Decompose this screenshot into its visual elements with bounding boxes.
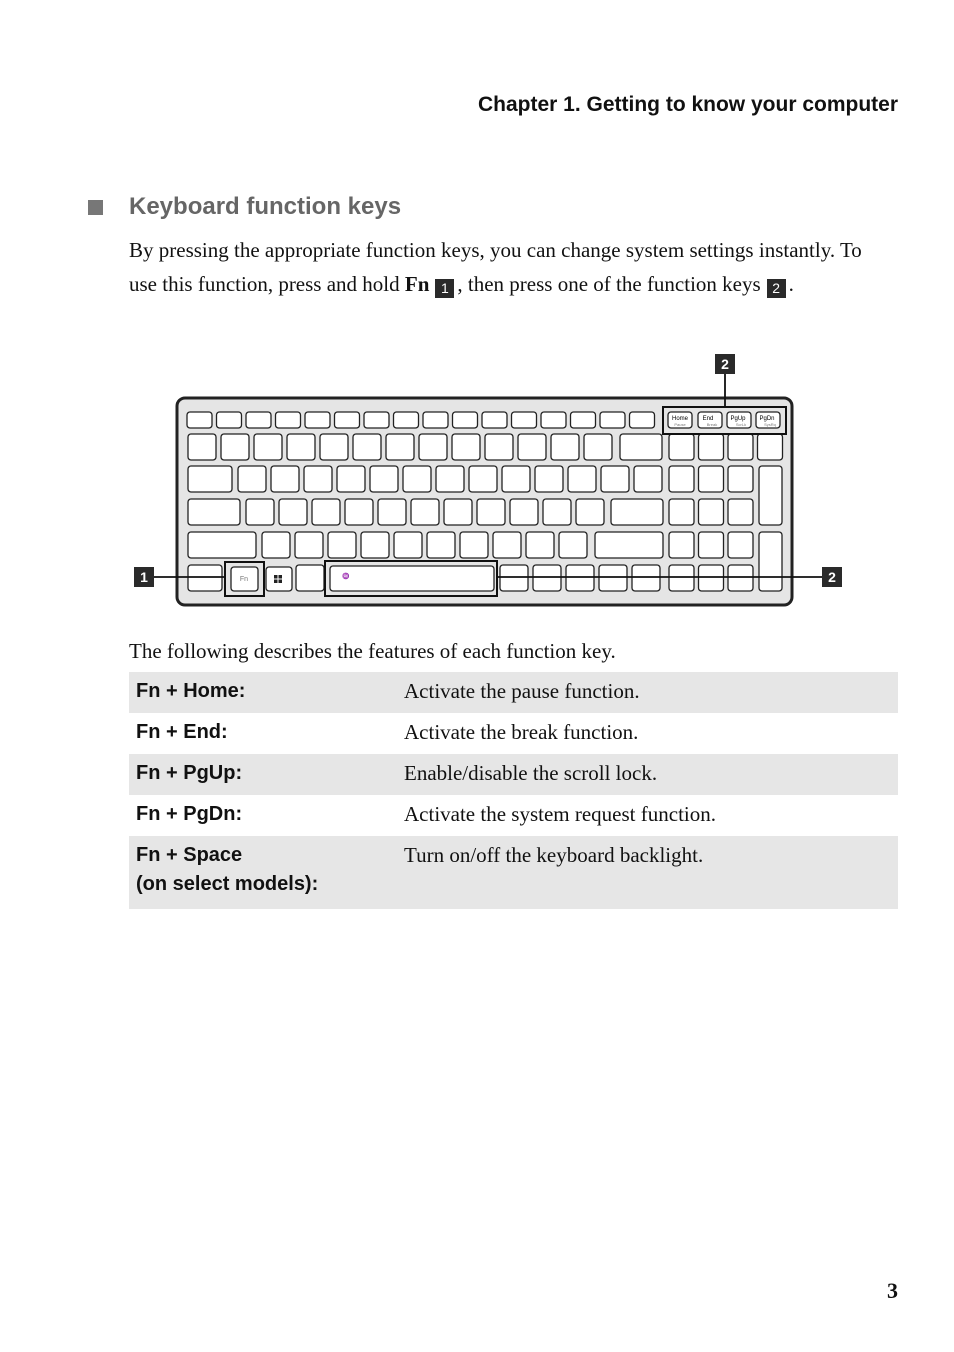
key-home-label: Home — [671, 416, 689, 422]
keyboard-key — [669, 466, 694, 492]
section-heading — [88, 193, 401, 221]
keyboard-key — [187, 412, 212, 428]
keyboard-key — [510, 499, 538, 525]
svg-text:1: 1 — [140, 569, 148, 585]
keyboard-key — [295, 532, 323, 558]
callout-left-1 — [134, 567, 154, 587]
key-pgdn-label: PgDn — [759, 416, 775, 422]
intro-text-2: , then press one of the function keys — [457, 272, 761, 296]
function-key-table — [129, 672, 898, 909]
keyboard-key — [669, 565, 694, 591]
keyboard-key — [543, 499, 571, 525]
keyboard-key — [728, 434, 753, 460]
keyboard-key — [460, 532, 488, 558]
keyboard-key — [427, 532, 455, 558]
keyboard-key — [551, 434, 579, 460]
keyboard-key — [669, 532, 694, 558]
keyboard-key — [759, 466, 782, 525]
keyboard-key — [370, 466, 398, 492]
keyboard-key — [188, 532, 256, 558]
keyboard-key — [364, 412, 389, 428]
keyboard-key — [728, 565, 753, 591]
backlight-icon: ♒ — [342, 574, 350, 580]
keyboard-key — [535, 466, 563, 492]
keyboard-key — [436, 466, 464, 492]
function-key-description: Activate the system request function. — [404, 802, 716, 826]
keyboard-key — [759, 532, 782, 591]
keyboard-key — [482, 412, 507, 428]
key-windows — [266, 567, 292, 591]
intro-paragraph — [129, 233, 889, 301]
keyboard-key — [419, 434, 447, 460]
keyboard-illustration — [130, 350, 850, 612]
callout-marker-1: 1 — [435, 279, 454, 298]
key-pgdn — [756, 412, 780, 428]
keyboard-key — [296, 565, 324, 591]
table-row — [129, 713, 898, 754]
intro-text-1: By pressing the appropriate function keys, you can change system settings instantly. To use this function, press and hold — [129, 238, 862, 296]
function-key-name-line2: (on select models): — [136, 873, 319, 895]
function-key-name: Fn + End: — [136, 721, 228, 743]
chapter-header: Chapter 1. Getting to know your computer — [477, 93, 898, 116]
keyboard-key — [485, 434, 513, 460]
keyboard-key — [559, 532, 587, 558]
keyboard-key — [728, 532, 753, 558]
callout-right-2 — [822, 567, 842, 587]
key-pgup-label: PgUp — [730, 416, 746, 422]
keyboard-key — [533, 565, 561, 591]
keyboard-key — [217, 412, 242, 428]
keyboard-key — [452, 434, 480, 460]
keyboard-key — [699, 532, 724, 558]
keyboard-key — [403, 466, 431, 492]
keyboard-key — [568, 466, 596, 492]
svg-text:2: 2 — [721, 356, 729, 372]
keyboard-key — [634, 466, 662, 492]
intro-text-3: . — [788, 272, 794, 296]
table-intro: The following describes the features of each function key. — [129, 639, 616, 663]
keyboard-key — [728, 466, 753, 492]
keyboard-key — [188, 466, 232, 492]
keyboard-key — [335, 412, 360, 428]
keyboard-key — [600, 412, 625, 428]
key-sysrq-label: SysRq — [764, 422, 776, 427]
keyboard-key — [512, 412, 537, 428]
keyboard-key — [328, 532, 356, 558]
keyboard-key — [345, 499, 373, 525]
svg-text:2: 2 — [828, 569, 836, 585]
keyboard-key — [669, 499, 694, 525]
key-scrlk-label: ScrLk — [735, 422, 747, 427]
keyboard-key — [453, 412, 478, 428]
keyboard-key — [493, 532, 521, 558]
keyboard-key — [611, 499, 663, 525]
keyboard-key — [304, 466, 332, 492]
keyboard-key — [502, 466, 530, 492]
keyboard-key — [276, 412, 301, 428]
keyboard-key — [526, 532, 554, 558]
function-key-name: Fn + PgDn: — [136, 803, 243, 825]
callout-top-2 — [715, 354, 735, 374]
keyboard-key — [305, 412, 330, 428]
key-pause-label: Pause — [674, 422, 686, 427]
keyboard-key — [584, 434, 612, 460]
keyboard-key — [630, 412, 655, 428]
key-home — [668, 412, 692, 428]
keyboard-key — [394, 412, 419, 428]
function-key-name: Fn + PgUp: — [129, 754, 397, 795]
fn-key-name: Fn — [404, 272, 430, 296]
keyboard-key — [469, 466, 497, 492]
keyboard-key — [444, 499, 472, 525]
table-row — [129, 672, 898, 713]
function-key-name: Fn + Home: — [129, 672, 397, 713]
table-row — [129, 754, 898, 795]
keyboard-key — [279, 499, 307, 525]
function-key-description: Activate the break function. — [404, 720, 639, 744]
table-row — [129, 795, 898, 836]
keyboard-key — [571, 412, 596, 428]
function-key-name — [129, 836, 397, 909]
keyboard-key — [699, 499, 724, 525]
keyboard-key — [246, 499, 274, 525]
keyboard-key — [620, 434, 662, 460]
function-key-description: Activate the pause function. — [397, 672, 898, 713]
keyboard-key — [246, 412, 271, 428]
keyboard-key — [238, 466, 266, 492]
page-number: 3 — [887, 1278, 898, 1303]
keyboard-key — [758, 434, 783, 460]
keyboard-key — [312, 499, 340, 525]
key-break-label: Break — [706, 422, 718, 427]
keyboard-key — [599, 565, 627, 591]
key-space — [330, 566, 494, 591]
key-fn-label: Fn — [239, 576, 249, 583]
keyboard-key — [320, 434, 348, 460]
keyboard-key — [669, 434, 694, 460]
keyboard-key — [353, 434, 381, 460]
callout-marker-2: 2 — [767, 279, 786, 298]
keyboard-key — [337, 466, 365, 492]
keyboard-key — [601, 466, 629, 492]
function-key-description: Turn on/off the keyboard backlight. — [397, 836, 898, 909]
keyboard-key — [361, 532, 389, 558]
keyboard-key — [262, 532, 290, 558]
keyboard-key — [287, 434, 315, 460]
table-row — [129, 836, 898, 909]
keyboard-key — [221, 434, 249, 460]
keyboard-key — [188, 434, 216, 460]
keyboard-key — [699, 466, 724, 492]
keyboard-key — [411, 499, 439, 525]
keyboard-key — [254, 434, 282, 460]
key-pgup — [727, 412, 751, 428]
keyboard-key — [541, 412, 566, 428]
keyboard-key — [632, 565, 660, 591]
keyboard-key — [477, 499, 505, 525]
keyboard-key — [423, 412, 448, 428]
keyboard-key — [386, 434, 414, 460]
keyboard-key — [595, 532, 663, 558]
keyboard-key — [188, 499, 240, 525]
keyboard-key — [271, 466, 299, 492]
keyboard-key — [518, 434, 546, 460]
section-title: Keyboard function keys — [129, 193, 402, 220]
keyboard-key — [576, 499, 604, 525]
key-end-label: End — [702, 416, 714, 422]
keyboard-key — [378, 499, 406, 525]
key-fn — [231, 567, 258, 591]
function-key-name-line1: Fn + Space — [136, 844, 243, 866]
keyboard-key — [188, 565, 222, 591]
keyboard-key — [394, 532, 422, 558]
key-end — [698, 412, 722, 428]
function-key-description: Enable/disable the scroll lock. — [397, 754, 898, 795]
keyboard-key — [500, 565, 528, 591]
keyboard-key — [699, 434, 724, 460]
keyboard-key — [566, 565, 594, 591]
keyboard-key — [728, 499, 753, 525]
keyboard-key — [699, 565, 724, 591]
square-bullet-icon — [88, 200, 103, 215]
